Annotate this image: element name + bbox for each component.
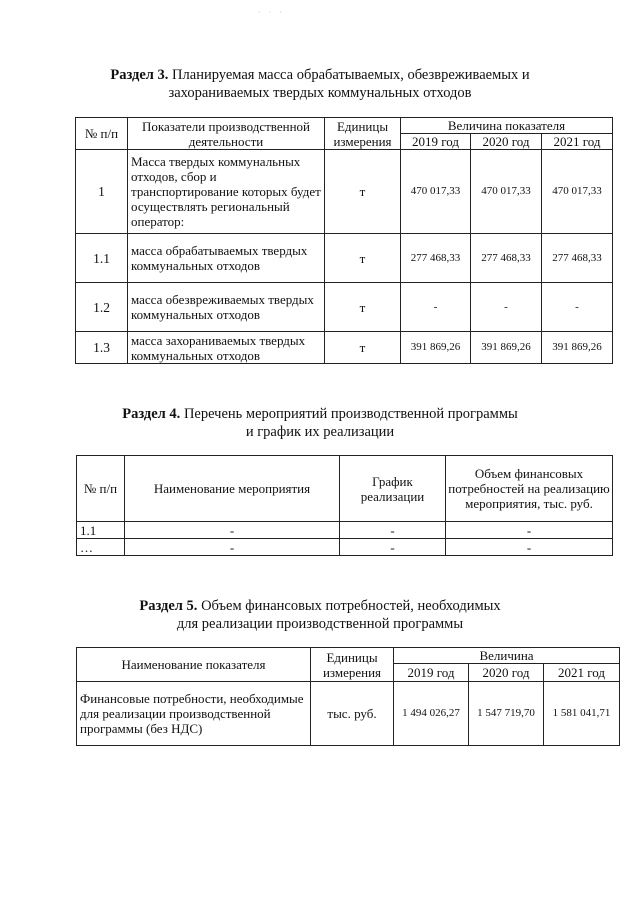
- row-value-2019: 470 017,33: [401, 150, 471, 234]
- row-unit: т: [325, 150, 401, 234]
- row-value-2020: 1 547 719,70: [469, 682, 544, 746]
- row-value-2020: 470 017,33: [471, 150, 542, 234]
- row-name: -: [125, 539, 340, 556]
- header-finance: Объем финансовых потребностей на реализацию мероприятия, тыс. руб.: [446, 456, 613, 522]
- table-row: [76, 283, 613, 332]
- row-finance: -: [446, 539, 613, 556]
- section5-title-bold: Раздел 5.: [139, 598, 198, 614]
- row-unit: т: [325, 283, 401, 332]
- row-name: Масса твердых коммунальных отходов, сбор и транспортирование которых будет осуществлять региональный оператор:: [128, 150, 325, 234]
- header-indicator: Наименование показателя: [77, 648, 311, 682]
- header-schedule: График реализации: [340, 456, 446, 522]
- row-name: масса захораниваемых твердых коммунальных отходов: [128, 332, 325, 364]
- row-value-2020: 277 468,33: [471, 234, 542, 283]
- table-row: [76, 234, 613, 283]
- header-indicator: Показатели производственной деятельности: [128, 118, 325, 150]
- row-num: 1.1: [77, 522, 125, 539]
- section5-title: [0, 597, 640, 633]
- section4-table: [76, 455, 613, 556]
- section3-title-bold: Раздел 3.: [110, 67, 169, 83]
- header-year-2021: 2021 год: [544, 664, 620, 682]
- section3-title-line1: Планируемая масса обрабатываемых, обезвреживаемых и: [168, 67, 530, 83]
- header-num: № п/п: [76, 118, 128, 150]
- section5-title-line1: Объем финансовых потребностей, необходимых: [197, 598, 501, 614]
- header-year-2020: 2020 год: [471, 134, 542, 150]
- row-finance: -: [446, 522, 613, 539]
- row-value-2020: -: [471, 283, 542, 332]
- section5-title-line2: для реализации производственной программы: [176, 616, 464, 632]
- header-num: № п/п: [77, 456, 125, 522]
- header-value: Величина показателя: [401, 118, 613, 134]
- row-unit: тыс. руб.: [311, 682, 394, 746]
- row-unit: т: [325, 332, 401, 364]
- table-row: [77, 522, 613, 539]
- row-value-2019: 277 468,33: [401, 234, 471, 283]
- header-name: Наименование мероприятия: [125, 456, 340, 522]
- row-schedule: -: [340, 539, 446, 556]
- row-value-2019: 1 494 026,27: [394, 682, 469, 746]
- row-num: 1.2: [76, 283, 128, 332]
- row-value-2021: 1 581 041,71: [544, 682, 620, 746]
- header-units: Единицы измерения: [325, 118, 401, 150]
- row-value-2020: 391 869,26: [471, 332, 542, 364]
- header-year-2021: 2021 год: [542, 134, 613, 150]
- table-row: [76, 332, 613, 364]
- table-row: [76, 150, 613, 234]
- row-value-2021: -: [542, 283, 613, 332]
- row-num: …: [77, 539, 125, 556]
- section3-title-line2: захораниваемых твердых коммунальных отходов: [168, 85, 472, 101]
- section3-table: [75, 117, 613, 364]
- row-value-2021: 277 468,33: [542, 234, 613, 283]
- table-row: [77, 539, 613, 556]
- header-year-2019: 2019 год: [394, 664, 469, 682]
- row-num: 1.3: [76, 332, 128, 364]
- row-name: Финансовые потребности, необходимые для реализации производственной программы (без НДС): [77, 682, 311, 746]
- table-row: [77, 682, 620, 746]
- header-value: Величина: [394, 648, 620, 664]
- header-units: Единицы измерения: [311, 648, 394, 682]
- section4-title-bold: Раздел 4.: [122, 406, 181, 422]
- header-year-2020: 2020 год: [469, 664, 544, 682]
- section4-title-line2: и график их реализации: [245, 424, 395, 440]
- section4-title-line1: Перечень мероприятий производственной программы: [180, 406, 518, 422]
- row-value-2019: 391 869,26: [401, 332, 471, 364]
- section3-title: [0, 66, 640, 102]
- scan-artifact: · · ·: [258, 8, 285, 17]
- row-name: -: [125, 522, 340, 539]
- row-name: масса обрабатываемых твердых коммунальных отходов: [128, 234, 325, 283]
- row-value-2021: 391 869,26: [542, 332, 613, 364]
- row-schedule: -: [340, 522, 446, 539]
- row-num: 1.1: [76, 234, 128, 283]
- row-unit: т: [325, 234, 401, 283]
- row-num: 1: [76, 150, 128, 234]
- section5-table: [76, 647, 620, 746]
- row-value-2021: 470 017,33: [542, 150, 613, 234]
- row-name: масса обезвреживаемых твердых коммунальных отходов: [128, 283, 325, 332]
- row-value-2019: -: [401, 283, 471, 332]
- section4-title: [0, 405, 640, 441]
- header-year-2019: 2019 год: [401, 134, 471, 150]
